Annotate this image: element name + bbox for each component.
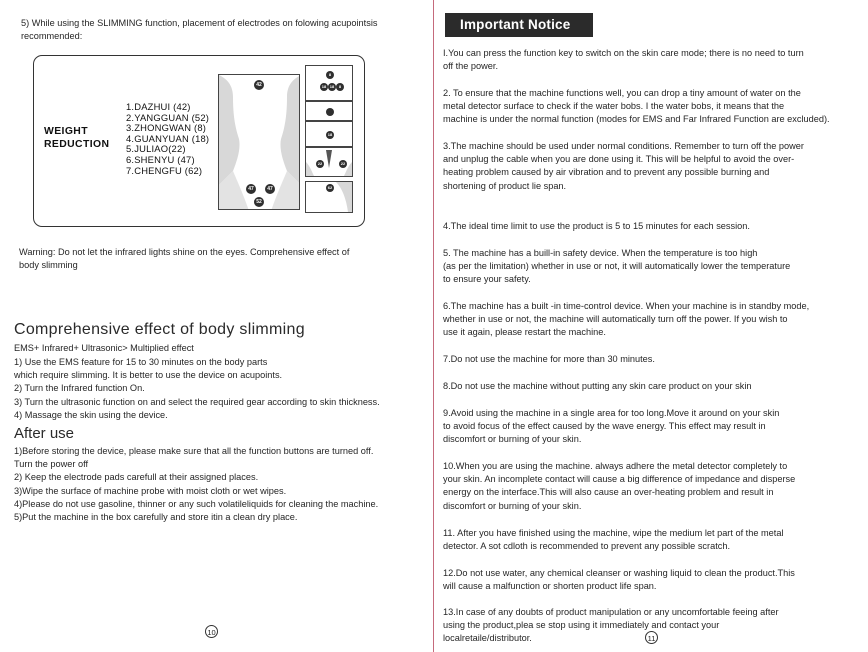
after-use-heading: After use: [14, 425, 75, 442]
notice-item-8: 8.Do not use the machine without putting any skin care product on your skin: [443, 381, 752, 391]
acupoint-marker: 18: [321, 84, 327, 89]
diagram-title: WEIGHT REDUCTION: [44, 126, 110, 150]
notice-item-11: 11. After you have finished using the machine, wipe the medium let part of the metal detector. A sot cdloth is recommended to prevent any possible scratch.: [443, 528, 784, 552]
acupoint-marker: 22: [317, 161, 323, 166]
after-use-line: 3)Wipe the surface of machine probe with moist cloth or wet wipes.: [14, 486, 287, 496]
acupoint-marker: 52: [254, 197, 264, 207]
notice-item-6: 6.The machine has a built -in time-control device. When your machine is in standby mode, whether in use or not, the machine will automatically turn off the power. If you wish to use it again, please restart the machine.: [443, 301, 810, 338]
back-body-illustration: [218, 74, 300, 210]
notice-item-2: 2. To ensure that the machine functions well, you can drop a tiny amount of water on the metal detector surface to check if the water bobs. I the water bobs, it means that the machine is under the normal function (modes for EMS and Far Infrared Function are excluded).: [443, 88, 830, 125]
after-use-line: 2) Keep the electrode pads carefull at their assigned places.: [14, 472, 259, 482]
after-use-line: Turn the power off: [14, 459, 89, 469]
notice-item-13: 13.In case of any doubts of product manipulation or any uncomfortable feeing after using the product,plea se stop using it immediately and contact your localretaile/distributor.: [443, 607, 779, 644]
comprehensive-line: EMS+ Infrared+ Ultrasonic> Multiplied effect: [14, 343, 194, 353]
after-use-line: 5)Put the machine in the box carefully and store itin a clean dry place.: [14, 512, 298, 522]
notice-item-7: 7.Do not use the machine for more than 30 minutes.: [443, 354, 655, 364]
acupoint-marker: 8: [326, 71, 334, 79]
comprehensive-line: 4) Massage the skin using the device.: [14, 410, 168, 420]
notice-item-12: 12.Do not use water, any chemical cleanser or washing liquid to clean the product.This will cause a malfunction or shorten product life span.: [443, 568, 795, 592]
acupoint-marker: 18: [327, 132, 333, 137]
intro-line-1: 5) While using the SLIMMING function, placement of electrodes on folowing acupointsis: [21, 18, 378, 28]
comprehensive-line: which require slimming. It is better to use the device on acupoints.: [14, 370, 283, 380]
comprehensive-heading: Comprehensive effect of body slimming: [14, 321, 305, 338]
page-number-right: 11: [645, 631, 658, 644]
acupoint-list: [126, 102, 209, 176]
abdomen-thumbnail: [305, 101, 353, 121]
after-use-line: 4)Please do not use gasoline, thinner or any such volatileliquids for cleaning the machine.: [14, 499, 379, 509]
warning-line-2: body slimming: [19, 260, 78, 270]
comprehensive-line: 2) Turn the Infrared function On.: [14, 383, 145, 393]
acupoint-marker: 18: [329, 84, 335, 89]
notice-item-4: 4.The ideal time limit to use the product is 5 to 15 minutes for each session.: [443, 221, 750, 231]
acupoint-item: 3.ZHONGWAN (8): [126, 122, 207, 134]
important-notice-heading: Important Notice: [445, 13, 593, 37]
acupoint-item: 5.JULIAO(22): [126, 143, 186, 155]
comprehensive-line: 1) Use the EMS feature for 15 to 30 minutes on the body parts: [14, 357, 268, 367]
thighs-thumbnail: [305, 181, 353, 213]
notice-item-10: 10.When you are using the machine. always adhere the metal detector completely to your skin. An incomplete contact will cause a big difference of impedance and disperse energy on the interface.This will also cause an over-heating problem and result in discomfort or burning of your skin.: [443, 461, 796, 511]
lower-abdomen-thumbnail: [305, 121, 353, 147]
comprehensive-line: 3) Turn the ultrasonic function on and select the required gear according to skin thickness.: [14, 397, 380, 407]
notice-item-5: 5. The machine has a buill-in safety device. When the temperature is too high (as per the limitation) whether in use or not, it will automatically lower the temperature to ensure your safety.: [443, 248, 791, 285]
acupoint-item: 7.CHENGFU (62): [126, 164, 203, 176]
after-use-line: 1)Before storing the device, please make sure that all the function buttons are turned off.: [14, 446, 374, 456]
acupoint-marker: 22: [340, 161, 346, 166]
notice-item-9: 9.Avoid using the machine in a single area for too long.Move it around on your skin to avoid focus of the effect caused by the wave energy. This effect may result in discomfort or burning of your skin.: [443, 408, 780, 445]
acupoint-item: 2.YANGGUAN (52): [126, 111, 210, 123]
acupoint-item: 1.DAZHUI (42): [126, 101, 191, 112]
back-silhouette: [219, 75, 300, 210]
intro-line-2: recommended:: [21, 31, 83, 41]
acupoint-item: 6.SHENYU (47): [126, 153, 195, 165]
hips-thumbnail: [305, 147, 353, 177]
acupoint-marker: 62: [327, 185, 333, 190]
acupoint-marker: 8: [336, 83, 344, 91]
acupoint-marker: 42: [254, 80, 264, 90]
notice-item-3: 3.The machine should be used under normal conditions. Remember to turn off the power and unplug the cable when you are done using it. This will be helpful to avoid the over- heating problem caused by air vibration and to prevent any possible burning and shortening of product lie span.: [443, 141, 804, 191]
warning-line-1: Warning: Do not let the infrared lights shine on the eyes. Comprehensive effect of: [19, 247, 350, 257]
acupoint-marker: 47: [246, 184, 256, 194]
page-number-left: 10: [205, 625, 218, 638]
notice-item-1: I.You can press the function key to switch on the skin care mode; there is no need to turn off the power.: [443, 48, 804, 72]
page-divider: [433, 0, 434, 652]
front-torso-thumbnail: [305, 65, 353, 101]
acupoint-marker: [326, 108, 334, 116]
acupoint-marker: 47: [265, 184, 275, 194]
acupoint-item: 4.GUANYUAN (18): [126, 132, 210, 144]
